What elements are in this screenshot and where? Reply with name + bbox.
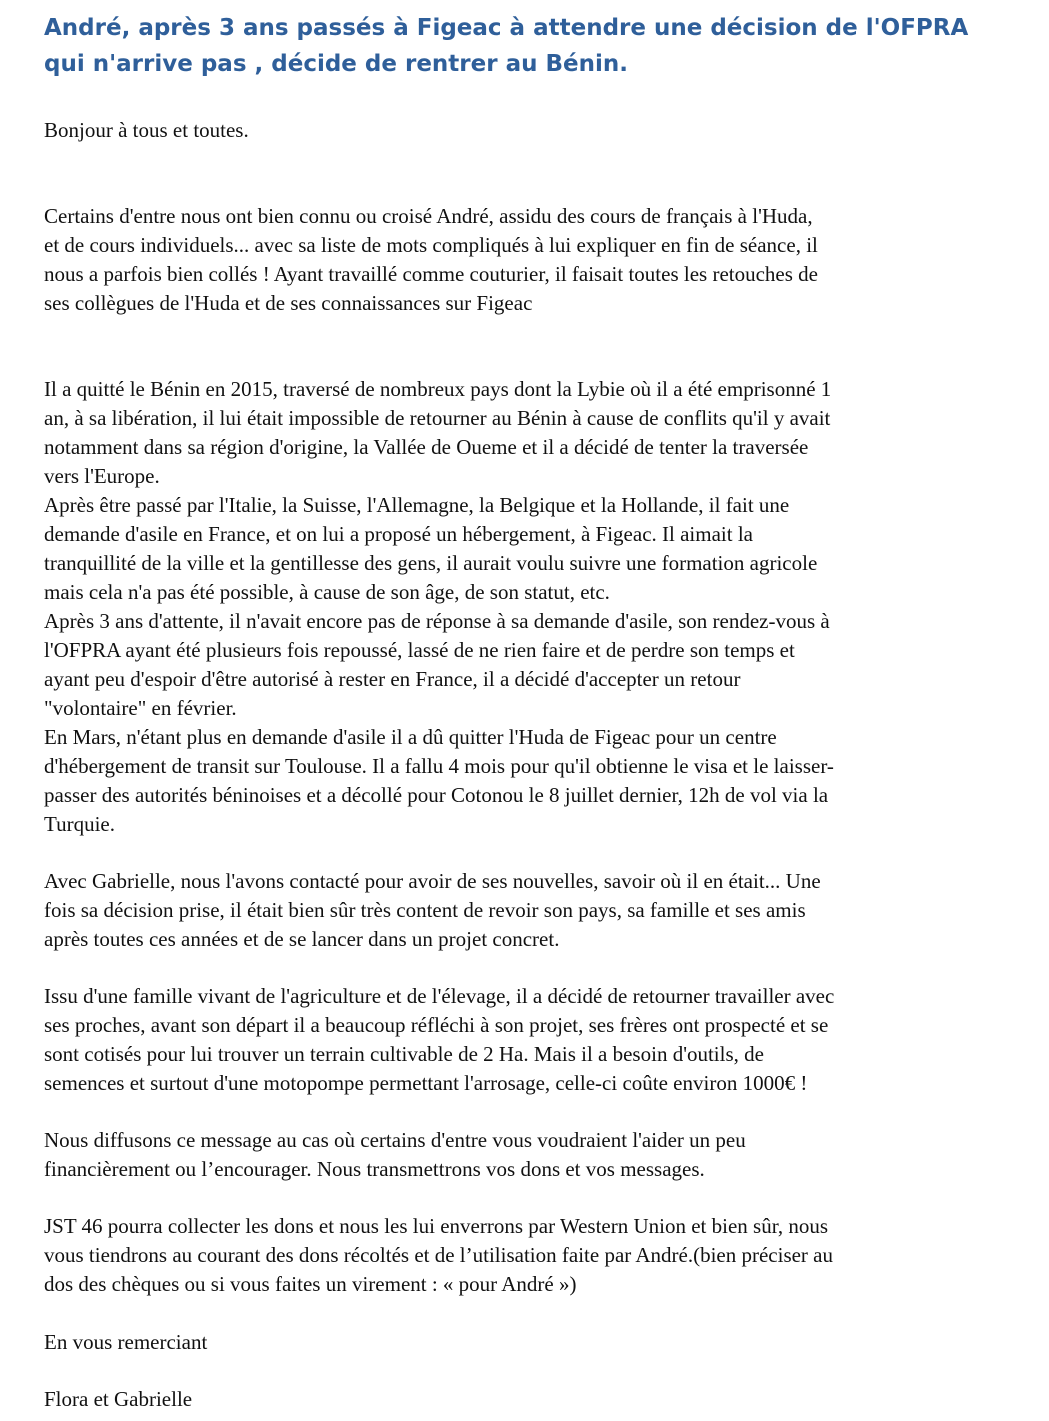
text-line: sont cotisés pour lui trouver un terrain cultivable de 2 Ha. Mais il a besoin d'outils, de bbox=[44, 1042, 764, 1066]
text-line: ses collègues de l'Huda et de ses connaissances sur Figeac bbox=[44, 291, 533, 315]
text-line: ayant peu d'espoir d'être autorisé à rester en France, il a décidé d'accepter un retour bbox=[44, 667, 741, 691]
text-line: l'OFPRA ayant été plusieurs fois repoussé, lassé de ne rien faire et de perdre son temps et bbox=[44, 638, 795, 662]
text-line: Certains d'entre nous ont bien connu ou croisé André, assidu des cours de français à l'Huda, bbox=[44, 204, 813, 228]
signature bbox=[44, 1385, 1034, 1414]
paragraph-donations bbox=[44, 1212, 1034, 1299]
text-line: vers l'Europe. bbox=[44, 464, 160, 488]
text-line: Turquie. bbox=[44, 812, 115, 836]
paragraph-project bbox=[44, 982, 1034, 1098]
text-line: mais cela n'a pas été possible, à cause de son âge, de son statut, etc. bbox=[44, 580, 610, 604]
text-line: Issu d'une famille vivant de l'agriculture et de l'élevage, il a décidé de retourner travailler avec bbox=[44, 984, 835, 1008]
text-line: En Mars, n'étant plus en demande d'asile il a dû quitter l'Huda de Figeac pour un centre bbox=[44, 725, 777, 749]
text-line: passer des autorités béninoises et a décollé pour Cotonou le 8 juillet dernier, 12h de vol via la bbox=[44, 783, 829, 807]
title-line: André, après 3 ans passés à Figeac à attendre une décision de l'OFPRA bbox=[44, 15, 969, 41]
document-title bbox=[44, 10, 1034, 82]
text-line: tranquillité de la ville et la gentillesse des gens, il aurait voulu suivre une formation agricole bbox=[44, 551, 818, 575]
text-line: fois sa décision prise, il était bien sûr très content de revoir son pays, sa famille et ses amis bbox=[44, 898, 806, 922]
text-line: Il a quitté le Bénin en 2015, traversé de nombreux pays dont la Lybie où il a été emprisonné 1 bbox=[44, 377, 832, 401]
text-line: nous a parfois bien collés ! Ayant travaillé comme couturier, il faisait toutes les retouches de bbox=[44, 262, 818, 286]
text-line: Flora et Gabrielle bbox=[44, 1387, 193, 1411]
text-line: "volontaire" en février. bbox=[44, 696, 237, 720]
text-line: an, à sa libération, il lui était impossible de retourner au Bénin à cause de conflits qu'il y avait bbox=[44, 406, 831, 430]
title-line: qui n'arrive pas , décide de rentrer au Bénin. bbox=[44, 51, 628, 77]
text-line: JST 46 pourra collecter les dons et nous les lui enverrons par Western Union et bien sûr, nous bbox=[44, 1214, 829, 1238]
text-line: et de cours individuels... avec sa liste de mots compliqués à lui expliquer en fin de séance, il bbox=[44, 233, 818, 257]
paragraph-intro bbox=[44, 202, 1034, 318]
text-line: Avec Gabrielle, nous l'avons contacté pour avoir de ses nouvelles, savoir où il en était... Une bbox=[44, 869, 821, 893]
text-line: Nous diffusons ce message au cas où certains d'entre vous voudraient l'aider un peu bbox=[44, 1128, 746, 1152]
text-line: d'hébergement de transit sur Toulouse. Il a fallu 4 mois pour qu'il obtienne le visa et le laisser- bbox=[44, 754, 834, 778]
text-line: après toutes ces années et de se lancer dans un projet concret. bbox=[44, 927, 560, 951]
text-line: notamment dans sa région d'origine, la Vallée de Oueme et il a décidé de tenter la traversée bbox=[44, 435, 809, 459]
text-line: ses proches, avant son départ il a beaucoup réfléchi à son projet, ses frères ont prospecté et se bbox=[44, 1013, 829, 1037]
text-line: Après 3 ans d'attente, il n'avait encore pas de réponse à sa demande d'asile, son rendez-vous à bbox=[44, 609, 830, 633]
paragraph-contact bbox=[44, 867, 1034, 954]
text-line: vous tiendrons au courant des dons récoltés et de l’utilisation faite par André.(bien préciser au bbox=[44, 1243, 833, 1267]
text-line: demande d'asile en France, et on lui a proposé un hébergement, à Figeac. Il aimait la bbox=[44, 522, 753, 546]
paragraph-appeal bbox=[44, 1126, 1034, 1184]
text-line: En vous remerciant bbox=[44, 1330, 208, 1354]
closing bbox=[44, 1328, 1034, 1357]
text-line: Bonjour à tous et toutes. bbox=[44, 118, 249, 142]
greeting bbox=[44, 116, 1034, 145]
text-line: dos des chèques ou si vous faites un virement : « pour André ») bbox=[44, 1272, 577, 1296]
text-line: semences et surtout d'une motopompe permettant l'arrosage, celle-ci coûte environ 1000€ ! bbox=[44, 1071, 808, 1095]
paragraph-story bbox=[44, 375, 1034, 839]
text-line: financièrement ou l’encourager. Nous transmettrons vos dons et vos messages. bbox=[44, 1157, 705, 1181]
text-line: Après être passé par l'Italie, la Suisse, l'Allemagne, la Belgique et la Hollande, il fait une bbox=[44, 493, 790, 517]
